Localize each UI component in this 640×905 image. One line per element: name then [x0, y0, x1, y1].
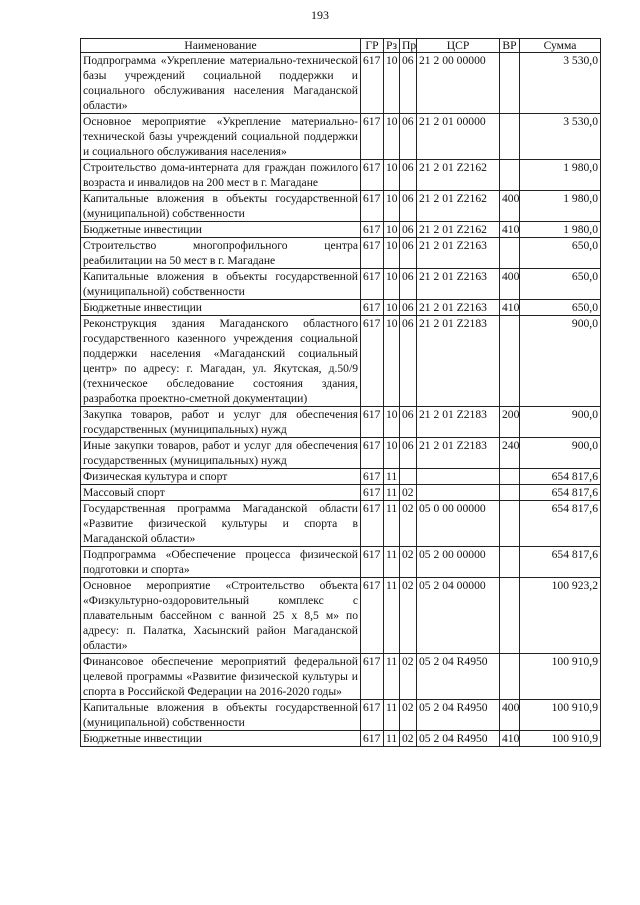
row-pr: 06 — [400, 114, 417, 160]
row-pr: 02 — [400, 501, 417, 547]
table-row — [81, 407, 601, 438]
row-name: Бюджетные инвестиции — [81, 300, 361, 316]
row-pr: 02 — [400, 547, 417, 578]
row-vr — [500, 654, 520, 700]
row-pr: 02 — [400, 485, 417, 501]
table-row — [81, 300, 601, 316]
row-csr: 05 2 04 00000 — [417, 578, 500, 654]
row-csr — [417, 485, 500, 501]
row-csr: 21 2 01 Z2162 — [417, 191, 500, 222]
row-rz: 10 — [384, 160, 400, 191]
row-sum: 900,0 — [520, 316, 601, 407]
row-name: Капитальные вложения в объекты государственной (муниципальной) собственности — [81, 191, 361, 222]
row-pr: 06 — [400, 407, 417, 438]
row-vr — [500, 547, 520, 578]
row-csr: 21 2 01 Z2163 — [417, 238, 500, 269]
table-row — [81, 501, 601, 547]
row-vr — [500, 114, 520, 160]
header-vr: ВР — [500, 39, 520, 53]
row-sum: 654 817,6 — [520, 469, 601, 485]
row-gr: 617 — [361, 222, 384, 238]
row-gr: 617 — [361, 547, 384, 578]
table-row — [81, 578, 601, 654]
row-csr: 21 2 01 Z2183 — [417, 438, 500, 469]
row-gr: 617 — [361, 501, 384, 547]
row-pr: 06 — [400, 269, 417, 300]
table-row — [81, 238, 601, 269]
row-sum: 654 817,6 — [520, 501, 601, 547]
row-gr: 617 — [361, 53, 384, 114]
table-row — [81, 316, 601, 407]
budget-table — [80, 38, 601, 747]
row-sum: 650,0 — [520, 269, 601, 300]
row-name: Капитальные вложения в объекты государственной (муниципальной) собственности — [81, 700, 361, 731]
header-gr: ГР — [361, 39, 384, 53]
header-rz: Рз — [384, 39, 400, 53]
row-gr: 617 — [361, 407, 384, 438]
row-csr: 05 2 04 R4950 — [417, 654, 500, 700]
row-name: Иные закупки товаров, работ и услуг для обеспечения государственных (муниципальных) нужд — [81, 438, 361, 469]
row-vr: 400 — [500, 700, 520, 731]
row-gr: 617 — [361, 654, 384, 700]
row-rz: 11 — [384, 501, 400, 547]
row-pr: 02 — [400, 578, 417, 654]
row-pr: 02 — [400, 731, 417, 747]
row-csr: 05 2 00 00000 — [417, 547, 500, 578]
row-pr: 06 — [400, 160, 417, 191]
row-gr: 617 — [361, 114, 384, 160]
row-sum: 900,0 — [520, 407, 601, 438]
row-rz: 11 — [384, 547, 400, 578]
header-row — [81, 39, 601, 53]
row-sum: 100 910,9 — [520, 654, 601, 700]
row-sum: 900,0 — [520, 438, 601, 469]
header-pr: Пр — [400, 39, 417, 53]
row-sum: 650,0 — [520, 300, 601, 316]
row-gr: 617 — [361, 700, 384, 731]
row-pr: 06 — [400, 191, 417, 222]
row-gr: 617 — [361, 578, 384, 654]
row-vr: 410 — [500, 731, 520, 747]
row-sum: 1 980,0 — [520, 160, 601, 191]
row-csr: 05 2 04 R4950 — [417, 731, 500, 747]
header-csr: ЦСР — [417, 39, 500, 53]
row-pr: 06 — [400, 438, 417, 469]
table-row — [81, 654, 601, 700]
row-gr: 617 — [361, 160, 384, 191]
row-pr: 06 — [400, 300, 417, 316]
table-row — [81, 160, 601, 191]
row-sum: 3 530,0 — [520, 114, 601, 160]
row-vr: 240 — [500, 438, 520, 469]
row-csr: 21 2 01 Z2163 — [417, 300, 500, 316]
table-row — [81, 53, 601, 114]
row-csr — [417, 469, 500, 485]
header-sum: Сумма — [520, 39, 601, 53]
row-gr: 617 — [361, 269, 384, 300]
row-vr: 400 — [500, 191, 520, 222]
row-gr: 617 — [361, 469, 384, 485]
table-row — [81, 469, 601, 485]
row-pr: 06 — [400, 222, 417, 238]
row-gr: 617 — [361, 316, 384, 407]
row-name: Капитальные вложения в объекты государственной (муниципальной) собственности — [81, 269, 361, 300]
row-vr — [500, 160, 520, 191]
row-rz: 10 — [384, 53, 400, 114]
table-row — [81, 114, 601, 160]
row-name: Реконструкция здания Магаданского областного государственного казенного учреждения социальной поддержки населения «Магаданский социальный центр» по адресу: г. Магадан, ул. Якутская, д.50/9 (техническое обследование состояния здания, разработка проектно-сметной документации) — [81, 316, 361, 407]
row-rz: 11 — [384, 700, 400, 731]
row-csr: 05 0 00 00000 — [417, 501, 500, 547]
row-gr: 617 — [361, 300, 384, 316]
row-name: Закупка товаров, работ и услуг для обеспечения государственных (муниципальных) нужд — [81, 407, 361, 438]
row-gr: 617 — [361, 191, 384, 222]
row-csr: 21 2 01 Z2162 — [417, 222, 500, 238]
row-rz: 11 — [384, 469, 400, 485]
row-rz: 10 — [384, 114, 400, 160]
row-name: Массовый спорт — [81, 485, 361, 501]
row-vr: 410 — [500, 300, 520, 316]
row-csr: 21 2 01 Z2163 — [417, 269, 500, 300]
table-row — [81, 269, 601, 300]
row-rz: 10 — [384, 300, 400, 316]
row-csr: 05 2 04 R4950 — [417, 700, 500, 731]
page-number: 193 — [311, 8, 329, 22]
row-sum: 3 530,0 — [520, 53, 601, 114]
row-rz: 10 — [384, 438, 400, 469]
row-pr: 06 — [400, 238, 417, 269]
row-pr: 02 — [400, 654, 417, 700]
table-row — [81, 485, 601, 501]
row-name: Подпрограмма «Укрепление материально-технической базы учреждений социальной поддержки и социального обслуживания населения Магаданской области» — [81, 53, 361, 114]
row-rz: 10 — [384, 238, 400, 269]
row-gr: 617 — [361, 238, 384, 269]
row-rz: 10 — [384, 316, 400, 407]
row-sum: 1 980,0 — [520, 191, 601, 222]
table-row — [81, 547, 601, 578]
row-name: Бюджетные инвестиции — [81, 731, 361, 747]
table-row — [81, 222, 601, 238]
row-name: Бюджетные инвестиции — [81, 222, 361, 238]
row-vr — [500, 501, 520, 547]
row-rz: 11 — [384, 654, 400, 700]
row-vr: 400 — [500, 269, 520, 300]
row-rz: 10 — [384, 191, 400, 222]
row-name: Строительство дома-интерната для граждан пожилого возраста и инвалидов на 200 мест в г. Магадане — [81, 160, 361, 191]
row-vr: 410 — [500, 222, 520, 238]
row-vr — [500, 238, 520, 269]
row-gr: 617 — [361, 731, 384, 747]
row-rz: 10 — [384, 269, 400, 300]
row-vr — [500, 316, 520, 407]
row-sum: 100 910,9 — [520, 731, 601, 747]
row-rz: 11 — [384, 731, 400, 747]
row-pr: 02 — [400, 700, 417, 731]
row-vr — [500, 485, 520, 501]
row-name: Физическая культура и спорт — [81, 469, 361, 485]
row-csr: 21 2 01 00000 — [417, 114, 500, 160]
row-csr: 21 2 01 Z2183 — [417, 407, 500, 438]
row-vr — [500, 53, 520, 114]
table-row — [81, 731, 601, 747]
row-gr: 617 — [361, 438, 384, 469]
row-vr — [500, 469, 520, 485]
row-sum: 654 817,6 — [520, 485, 601, 501]
row-csr: 21 2 00 00000 — [417, 53, 500, 114]
table-row — [81, 438, 601, 469]
row-name: Основное мероприятие «Укрепление материально-технической базы учреждений социальной поддержки и социального обслуживания населения» — [81, 114, 361, 160]
row-pr: 06 — [400, 316, 417, 407]
row-sum: 650,0 — [520, 238, 601, 269]
row-vr — [500, 578, 520, 654]
row-name: Основное мероприятие «Строительство объекта «Физкультурно-оздоровительный комплекс с плавательным бассейном с ванной 25 х 8,5 м» по адресу: п. Палатка, Хасынский район Магаданской области» — [81, 578, 361, 654]
row-rz: 10 — [384, 222, 400, 238]
row-csr: 21 2 01 Z2162 — [417, 160, 500, 191]
row-name: Подпрограмма «Обеспечение процесса физической подготовки и спорта» — [81, 547, 361, 578]
row-sum: 654 817,6 — [520, 547, 601, 578]
table-row — [81, 700, 601, 731]
row-vr: 200 — [500, 407, 520, 438]
table-row — [81, 191, 601, 222]
row-name: Строительство многопрофильного центра реабилитации на 50 мест в г. Магадане — [81, 238, 361, 269]
row-rz: 11 — [384, 485, 400, 501]
row-pr: 06 — [400, 53, 417, 114]
row-sum: 100 923,2 — [520, 578, 601, 654]
row-pr — [400, 469, 417, 485]
row-rz: 10 — [384, 407, 400, 438]
header-name: Наименование — [81, 39, 361, 53]
row-sum: 1 980,0 — [520, 222, 601, 238]
row-sum: 100 910,9 — [520, 700, 601, 731]
table-body — [81, 53, 601, 747]
row-name: Финансовое обеспечение мероприятий федеральной целевой программы «Развитие физической культуры и спорта в Российской Федерации на 2016-2020 годы» — [81, 654, 361, 700]
row-rz: 11 — [384, 578, 400, 654]
row-name: Государственная программа Магаданской области «Развитие физической культуры и спорта в Магаданской области» — [81, 501, 361, 547]
row-csr: 21 2 01 Z2183 — [417, 316, 500, 407]
row-gr: 617 — [361, 485, 384, 501]
